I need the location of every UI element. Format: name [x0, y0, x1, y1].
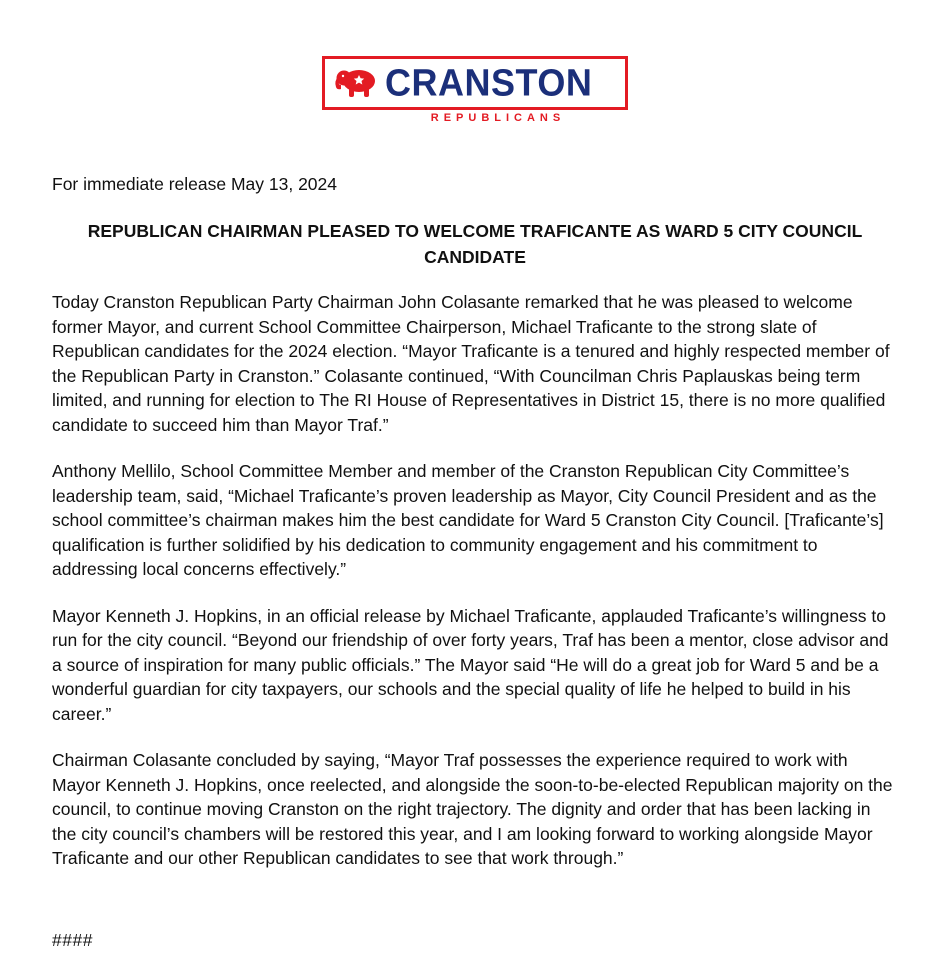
logo-brand-text: CRANSTON [385, 60, 593, 104]
document-body [52, 172, 898, 893]
elephant-icon [333, 65, 379, 101]
logo [0, 56, 950, 124]
paragraph-1: Today Cranston Republican Party Chairman John Colasante remarked that he was pleased to welcome former Mayor, and current School Committee Chairperson, Michael Traficante to the strong slate of Republican candidates for the 2024 election. “Mayor Traficante is a tenured and highly respected member of the Republican Party in Cranston.” Colasante continued, “With Councilman Chris Paplauskas being term limited, and running for election to The RI House of Representatives in District 15, there is no more qualified candidate to succeed him than Mayor Traf.” [52, 292, 890, 435]
end-of-release-mark: #### [52, 930, 93, 950]
paragraph-4: Chairman Colasante concluded by saying, “Mayor Traf possesses the experience required to work with Mayor Kenneth J. Hopkins, once reelected, and alongside the soon-to-be-elected Republican majority on the council, to continue moving Cranston on the right trajectory. The dignity and order that has been lacking in the city council’s chambers will be restored this year, and I am looking forward to working alongside Mayor Traficante and our other Republican candidates to see that work through.” [52, 750, 893, 868]
release-date-line: For immediate release May 13, 2024 [52, 174, 337, 194]
paragraph-2: Anthony Mellilo, School Committee Member and member of the Cranston Republican City Committee’s leadership team, said, “Michael Traficante’s proven leadership as Mayor, City Council President and as the school committee’s chairman makes him the best candidate for Ward 5 Cranston City Council. [Traficante’s] qualification is further solidified by his dedication to community engagement and his commitment to addressing local concerns effectively.” [52, 461, 884, 579]
headline: REPUBLICAN CHAIRMAN PLEASED TO WELCOME TRAFICANTE AS WARD 5 CITY COUNCIL CANDIDATE [87, 221, 863, 267]
paragraph-3: Mayor Kenneth J. Hopkins, in an official release by Michael Traficante, applauded Traficante’s willingness to run for the city council. “Beyond our friendship of over forty years, Traf has been a mentor, close advisor and a source of inspiration for many public officials.” The Mayor said “He will do a great job for Ward 5 and be a wonderful guardian for city taxpayers, our schools and the special quality of life he helped to build in his career.” [52, 605, 889, 724]
logo-sub-text: REPUBLICANS [430, 112, 566, 124]
logo-box [322, 56, 628, 110]
